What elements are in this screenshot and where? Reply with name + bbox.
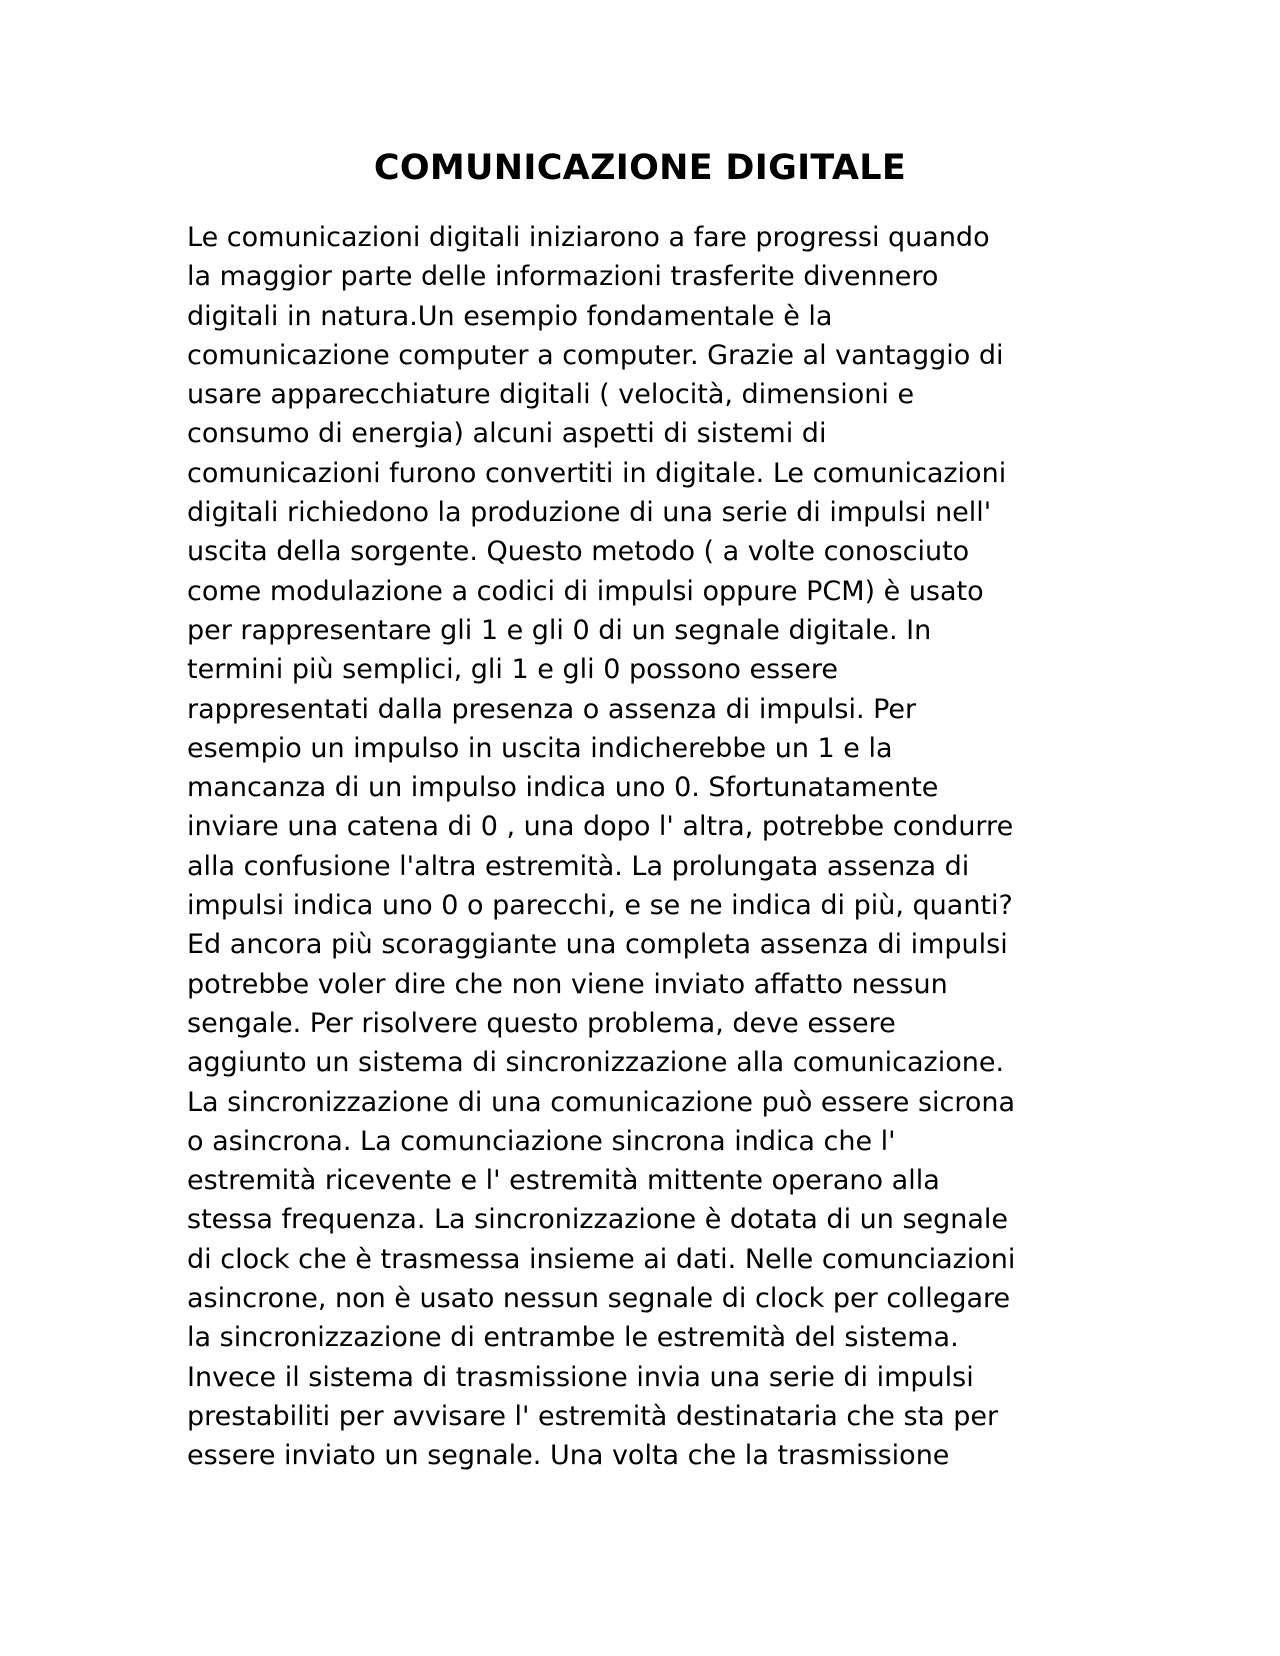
body-line: termini più semplici, gli 1 e gli 0 possono essere xyxy=(187,654,838,686)
body-line: estremità ricevente e l' estremità mittente operano alla xyxy=(187,1165,940,1197)
body-line: Invece il sistema di trasmissione invia una serie di impulsi xyxy=(187,1361,974,1393)
body-line: o asincrona. La comunciazione sincrona indica che l' xyxy=(187,1125,896,1157)
body-line: digitali in natura.Un esempio fondamentale è la xyxy=(187,300,833,332)
body-line: comunicazioni furono convertiti in digitale. Le comunicazioni xyxy=(187,457,1007,489)
document-title: COMUNICAZIONE DIGITALE xyxy=(373,148,907,188)
body-line: aggiunto un sistema di sincronizzazione alla comunicazione. xyxy=(187,1047,1005,1079)
body-line: digitali richiedono la produzione di una serie di impulsi nell' xyxy=(187,497,992,529)
body-line: la sincronizzazione di entrambe le estremità del sistema. xyxy=(187,1322,959,1354)
body-line: La sincronizzazione di una comunicazione può essere sicrona xyxy=(187,1086,1016,1118)
body-line: potrebbe voler dire che non viene inviato affatto nessun xyxy=(187,968,948,1000)
body-line: per rappresentare gli 1 e gli 0 di un segnale digitale. In xyxy=(187,614,932,646)
body-line: prestabiliti per avvisare l' estremità destinataria che sta per xyxy=(187,1400,999,1432)
body-line: Le comunicazioni digitali iniziarono a fare progressi quando xyxy=(187,222,990,253)
body-line: sengale. Per risolvere questo problema, deve essere xyxy=(187,1007,896,1039)
body-line: uscita della sorgente. Questo metodo ( a volte conosciuto xyxy=(187,536,970,568)
body-line: come modulazione a codici di impulsi oppure PCM) è usato xyxy=(187,575,984,607)
body-line: consumo di energia) alcuni aspetti di sistemi di xyxy=(187,418,827,450)
body-line: di clock che è trasmessa insieme ai dati. Nelle comunciazioni xyxy=(187,1243,1016,1275)
body-line: esempio un impulso in uscita indicherebbe un 1 e la xyxy=(187,732,893,764)
body-line: essere inviato un segnale. Una volta che la trasmissione xyxy=(187,1440,950,1472)
document-body xyxy=(187,218,1097,1476)
body-line: asincrone, non è usato nessun segnale di clock per collegare xyxy=(187,1283,1011,1315)
body-line: comunicazione computer a computer. Grazie al vantaggio di xyxy=(187,339,1004,371)
body-line: mancanza di un impulso indica uno 0. Sfortunatamente xyxy=(187,772,939,804)
body-line: usare apparecchiature digitali ( velocità, dimensioni e xyxy=(187,379,915,411)
body-line: Ed ancora più scoraggiante una completa assenza di impulsi xyxy=(187,929,1008,961)
body-line: rappresentati dalla presenza o assenza di impulsi. Per xyxy=(187,693,917,725)
body-line: stessa frequenza. La sincronizzazione è dotata di un segnale xyxy=(187,1204,1009,1236)
body-line: la maggior parte delle informazioni trasferite divennero xyxy=(187,261,939,293)
body-line: alla confusione l'altra estremità. La prolungata assenza di xyxy=(187,850,970,882)
body-line: impulsi indica uno 0 o parecchi, e se ne indica di più, quanti? xyxy=(187,890,1013,922)
body-line: inviare una catena di 0 , una dopo l' altra, potrebbe condurre xyxy=(187,811,1014,843)
